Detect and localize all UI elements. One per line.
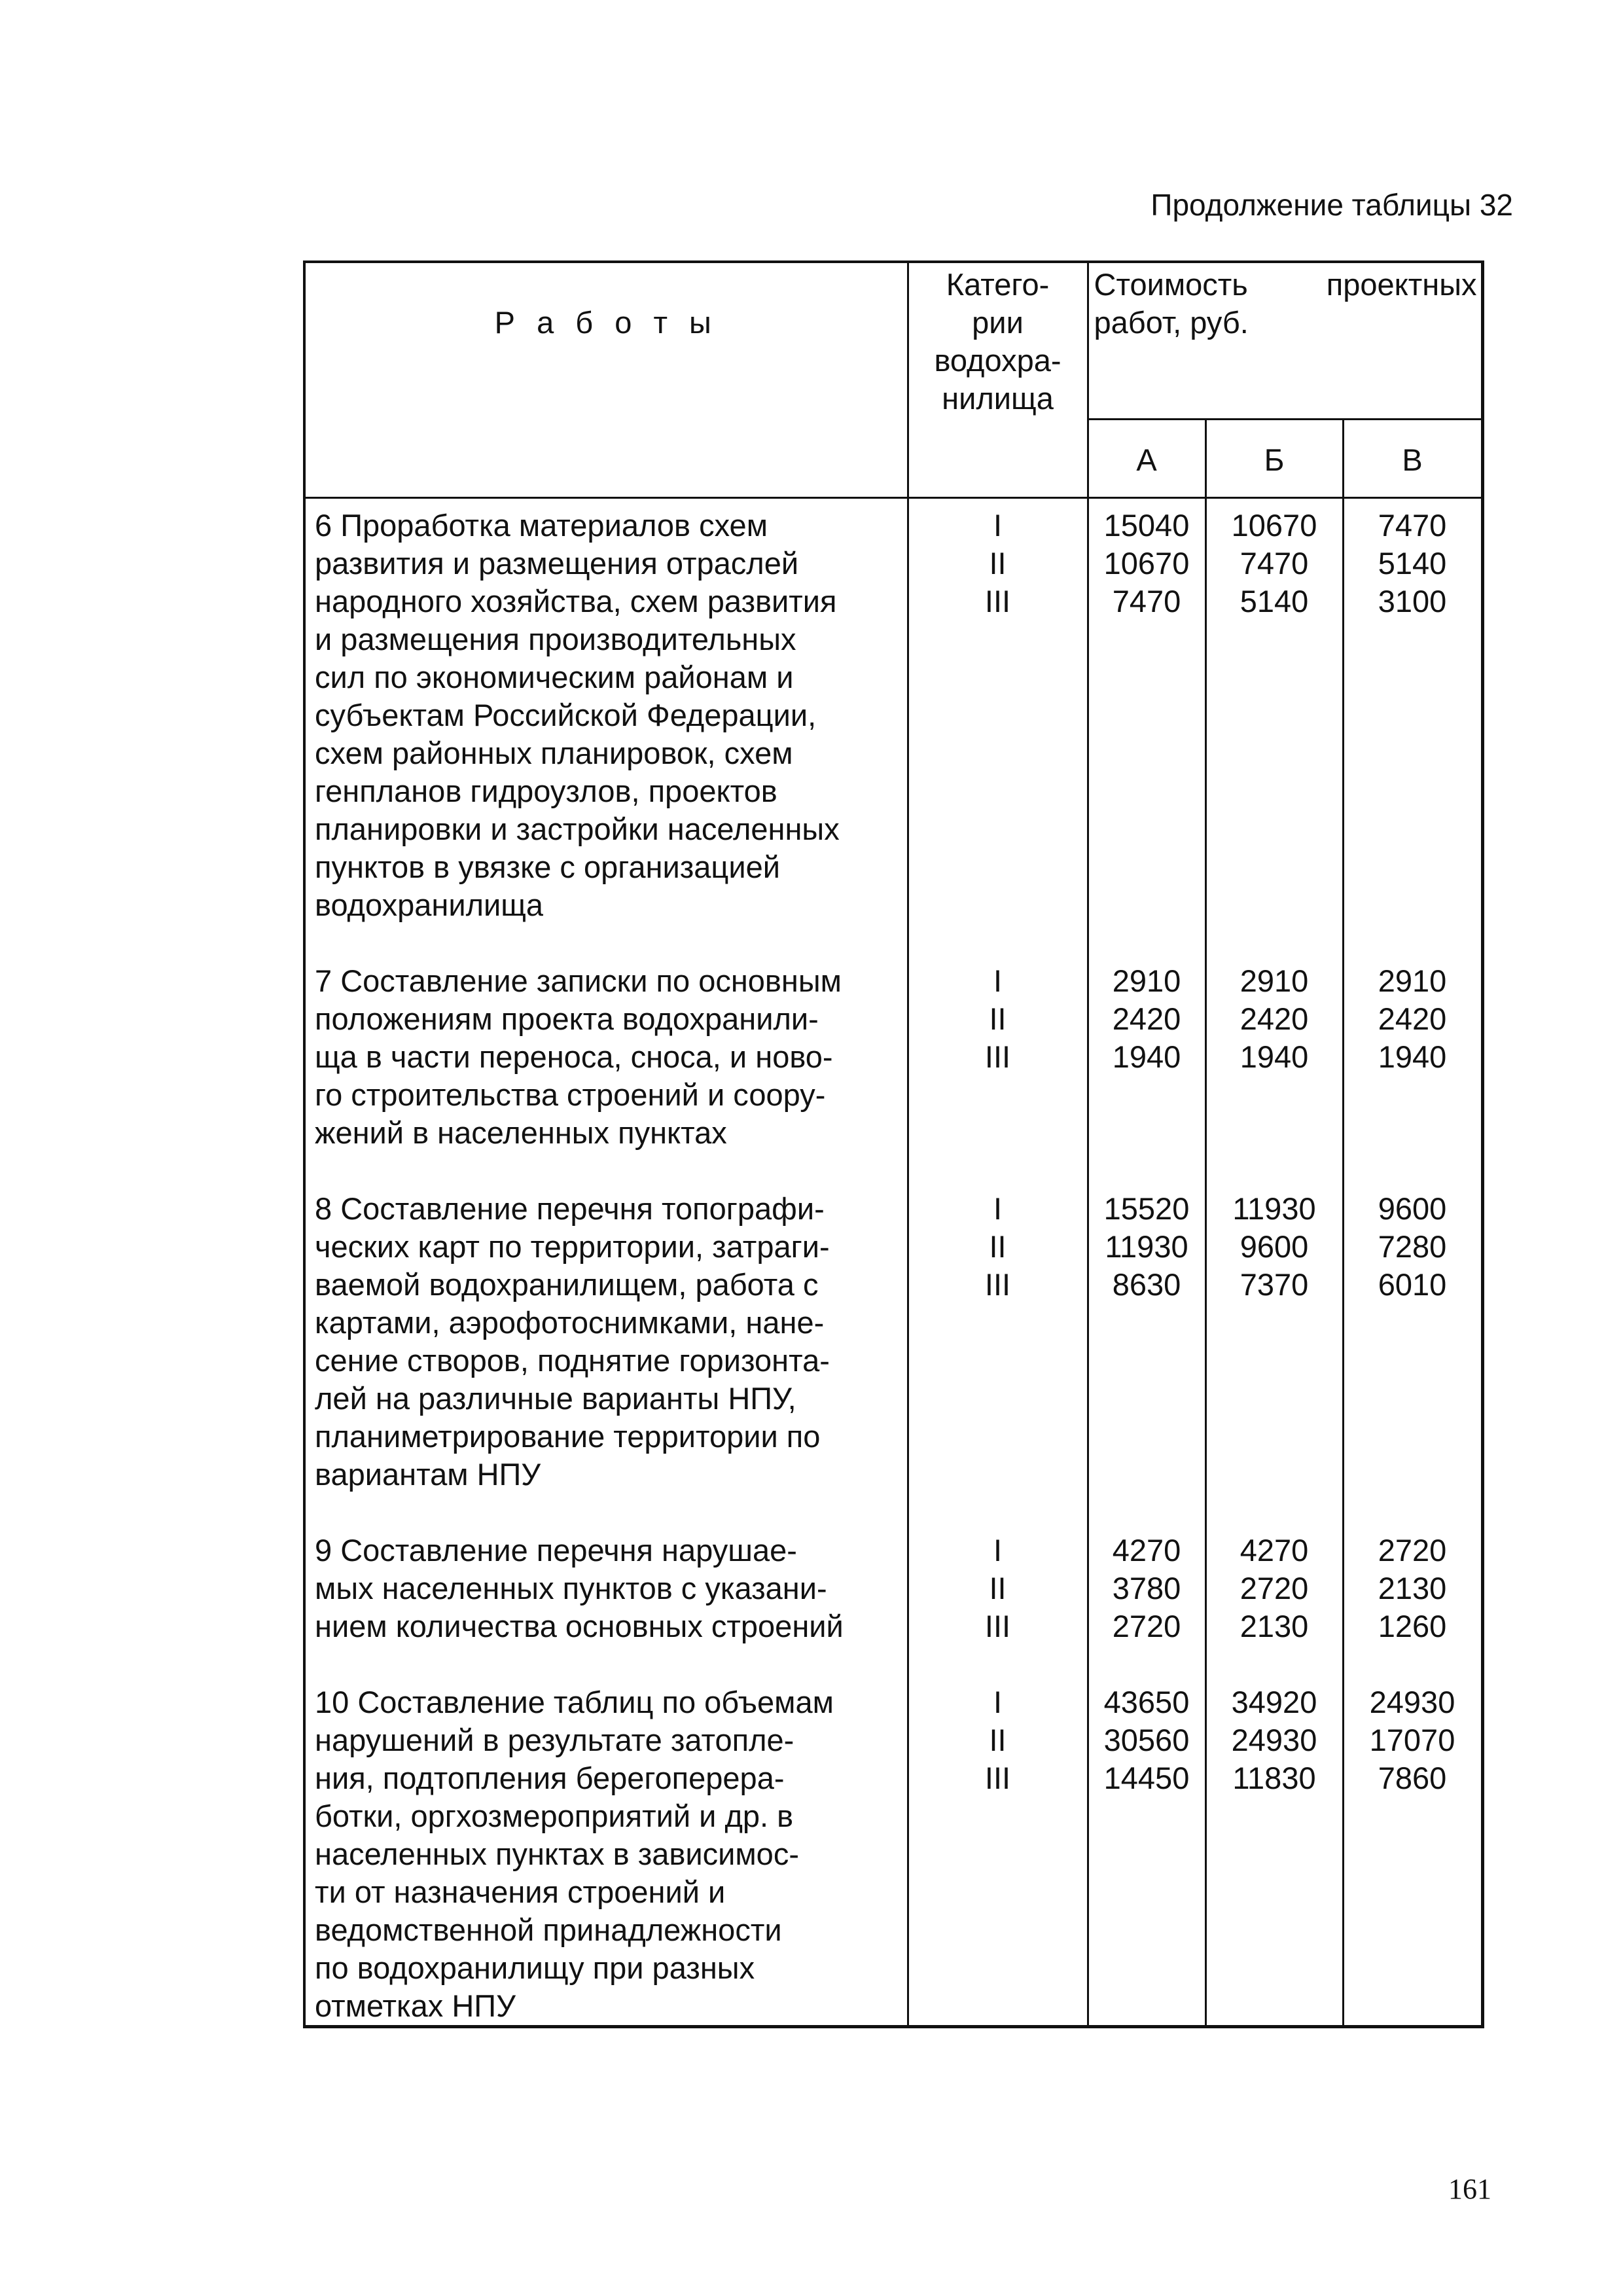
table-caption: Продолжение таблицы 32 — [1150, 188, 1513, 222]
work-description-line: ти от назначения строений и — [315, 1874, 726, 1909]
cost-v-values-line: 5140 — [1378, 545, 1447, 581]
work-description-line: 6 Проработка материалов схем — [315, 507, 768, 543]
cost-b-values-line: 7470 — [1240, 545, 1309, 581]
cost-b-values — [1207, 1683, 1342, 2025]
cost-a-values-line: 1940 — [1112, 1039, 1181, 1074]
reservoir-category-line: III — [984, 1266, 1011, 1302]
cost-a-column — [1088, 497, 1205, 2026]
work-description-line: субъектам Российской Федерации, — [315, 697, 817, 732]
reservoir-category-line: III — [984, 583, 1011, 619]
reservoir-category — [909, 1683, 1087, 2025]
reservoir-category-line: III — [984, 1760, 1011, 1795]
work-description-line: мых населенных пунктов с указани- — [315, 1570, 827, 1605]
header-category-line: рии — [972, 305, 1024, 340]
reservoir-category — [909, 962, 1087, 1152]
cost-a-values — [1089, 1190, 1205, 1494]
reservoir-category-line: II — [989, 1722, 1007, 1757]
header-cost-line: работ, руб. — [1094, 305, 1249, 340]
work-description-line: лей на различные варианты НПУ, — [315, 1380, 796, 1416]
cost-b-values-line: 2910 — [1240, 963, 1309, 998]
cost-a-values-line: 2720 — [1112, 1608, 1181, 1643]
cost-v-values-line: 9600 — [1378, 1191, 1447, 1226]
work-description-line: положениям проекта водохранили- — [315, 1001, 819, 1036]
work-description-line: по водохранилищу при разных — [315, 1950, 755, 1985]
reservoir-category-line: II — [989, 545, 1007, 581]
cost-a-values-line: 14450 — [1103, 1760, 1190, 1795]
work-description-line: отметках НПУ — [315, 1988, 516, 2023]
work-description-line: пунктов в увязке с организацией — [315, 849, 780, 884]
cost-v-values-line: 1940 — [1378, 1039, 1447, 1074]
cost-v-values-line: 17070 — [1369, 1722, 1455, 1757]
reservoir-category-line: I — [993, 1191, 1003, 1226]
work-description — [315, 1190, 903, 1494]
cost-b-values-line: 24930 — [1231, 1722, 1317, 1757]
cost-a-values-line: 30560 — [1103, 1722, 1190, 1757]
cost-b-values-line: 2420 — [1240, 1001, 1309, 1036]
cost-v-values-line: 24930 — [1369, 1684, 1455, 1719]
cost-a-values-line: 2910 — [1112, 963, 1181, 998]
cost-b-values — [1207, 507, 1342, 924]
cost-a-values-line: 10670 — [1103, 545, 1190, 581]
work-description-line: вариантам НПУ — [315, 1456, 541, 1492]
cost-b-values-line: 5140 — [1240, 583, 1309, 619]
reservoir-category-line: II — [989, 1001, 1007, 1036]
cost-v-values-line: 7280 — [1378, 1229, 1447, 1264]
work-description-line: планиметрирование территории по — [315, 1418, 821, 1454]
header-cost-word: проектных — [1326, 267, 1477, 302]
cost-v-values — [1344, 1190, 1481, 1494]
work-description — [315, 962, 903, 1152]
cost-b-values-line: 2720 — [1240, 1570, 1309, 1605]
header-cost — [1088, 262, 1482, 419]
cost-b-values-line: 10670 — [1231, 507, 1317, 543]
work-description-line: 10 Составление таблиц по объемам — [315, 1684, 834, 1719]
cost-a-values-line: 4270 — [1112, 1532, 1181, 1568]
reservoir-category-line: II — [989, 1229, 1007, 1264]
cost-v-values-line: 1260 — [1378, 1608, 1447, 1643]
work-description-line: нарушений в результате затопле- — [315, 1722, 794, 1757]
work-description-line: ния, подтопления берегоперера- — [315, 1760, 785, 1795]
category-column — [908, 497, 1088, 2026]
cost-v-column — [1343, 497, 1482, 2026]
cost-v-values — [1344, 1683, 1481, 2025]
work-description — [315, 507, 903, 924]
header-works — [304, 262, 908, 497]
work-description-line: ботки, оргхозмероприятий и др. в — [315, 1798, 794, 1833]
cost-v-values — [1344, 507, 1481, 924]
cost-a-values-line: 43650 — [1103, 1684, 1190, 1719]
header-col-a: А — [1088, 419, 1205, 497]
cost-v-values — [1344, 962, 1481, 1152]
cost-a-values-line: 2420 — [1112, 1001, 1181, 1036]
cost-a-values-line: 3780 — [1112, 1570, 1181, 1605]
cost-a-values — [1089, 962, 1205, 1152]
reservoir-category — [909, 1190, 1087, 1494]
cost-a-values-line: 11930 — [1105, 1229, 1188, 1264]
cost-a-values — [1089, 507, 1205, 924]
work-description-line: ваемой водохранилищем, работа с — [315, 1266, 819, 1302]
cost-v-values-line: 7470 — [1378, 507, 1447, 543]
cost-a-values-line: 15040 — [1103, 507, 1190, 543]
header-category-line: водохра- — [934, 343, 1061, 378]
cost-v-values-line: 2720 — [1378, 1532, 1447, 1568]
cost-a-values — [1089, 1683, 1205, 2025]
cost-b-values-line: 9600 — [1240, 1229, 1309, 1264]
cost-b-values — [1207, 962, 1342, 1152]
work-description-line: водохранилища — [315, 887, 544, 922]
work-description-line: ческих карт по территории, затраги- — [315, 1229, 830, 1264]
cost-b-values-line: 1940 — [1240, 1039, 1309, 1074]
work-description-line: картами, аэрофотоснимками, нане- — [315, 1304, 825, 1340]
cost-b-values-line: 4270 — [1240, 1532, 1309, 1568]
cost-b-values-line: 11930 — [1232, 1191, 1316, 1226]
work-description-line: схем районных планировок, схем — [315, 735, 793, 770]
reservoir-category — [909, 507, 1087, 924]
cost-v-values-line: 6010 — [1378, 1266, 1447, 1302]
reservoir-category-line: III — [984, 1039, 1011, 1074]
cost-v-values-line: 2130 — [1378, 1570, 1447, 1605]
work-description-line: сение створов, поднятие горизонта- — [315, 1342, 830, 1378]
work-description-line: населенных пунктах в зависимос- — [315, 1836, 799, 1871]
header-cost-word: Стоимость — [1094, 267, 1248, 302]
reservoir-category-line: III — [984, 1608, 1011, 1643]
cost-b-values-line: 7370 — [1240, 1266, 1309, 1302]
cost-v-values-line: 2910 — [1378, 963, 1447, 998]
work-description — [315, 1683, 903, 2025]
cost-v-values-line: 3100 — [1378, 583, 1447, 619]
work-description-line: 8 Составление перечня топографи- — [315, 1191, 825, 1226]
work-description-line: развития и размещения отраслей — [315, 545, 799, 581]
reservoir-category-line: I — [993, 963, 1003, 998]
cost-a-values-line: 7470 — [1112, 583, 1181, 619]
header-col-v: В — [1343, 419, 1482, 497]
reservoir-category — [909, 1532, 1087, 1645]
work-description-line: го строительства строений и соору- — [315, 1077, 826, 1112]
reservoir-category-line: I — [993, 1532, 1003, 1568]
work-description-line: ща в части переноса, сноса, и ново- — [315, 1039, 833, 1074]
header-category — [908, 262, 1088, 497]
reservoir-category-line: II — [989, 1570, 1007, 1605]
cost-v-values-line: 7860 — [1378, 1760, 1447, 1795]
work-description-line: жений в населенных пунктах — [315, 1115, 727, 1150]
work-description-line: и размещения производительных — [315, 621, 796, 656]
header-col-b: Б — [1205, 419, 1343, 497]
cost-b-values-line: 11830 — [1232, 1760, 1316, 1795]
work-description-line: народного хозяйства, схем развития — [315, 583, 837, 619]
work-description-line: сил по экономическим районам и — [315, 659, 794, 694]
header-category-line: Катего- — [946, 267, 1050, 302]
work-description-line: ведомственной принадлежности — [315, 1912, 782, 1947]
header-works-label: Р а б о т ы — [494, 305, 718, 340]
cost-v-values-line: 2420 — [1378, 1001, 1447, 1036]
cost-a-values-line: 8630 — [1112, 1266, 1181, 1302]
cost-b-values-line: 2130 — [1240, 1608, 1309, 1643]
work-description-line: 7 Составление записки по основным — [315, 963, 842, 998]
reservoir-category-line: I — [993, 507, 1003, 543]
page-number: 161 — [1448, 2173, 1491, 2205]
work-description-line: 9 Составление перечня нарушае- — [315, 1532, 797, 1568]
cost-b-values-line: 34920 — [1231, 1684, 1317, 1719]
cost-b-column — [1205, 497, 1343, 2026]
work-description — [315, 1532, 903, 1645]
work-description-line: нием количества основных строений — [315, 1608, 844, 1643]
works-column — [304, 497, 908, 2026]
work-description-line: генпланов гидроузлов, проектов — [315, 773, 777, 808]
header-category-line: нилища — [942, 381, 1054, 416]
cost-b-values — [1207, 1532, 1342, 1645]
cost-v-values — [1344, 1532, 1481, 1645]
cost-a-values — [1089, 1532, 1205, 1645]
cost-a-values-line: 15520 — [1103, 1191, 1190, 1226]
work-description-line: планировки и застройки населенных — [315, 811, 840, 846]
works-cost-table — [303, 260, 1484, 2028]
reservoir-category-line: I — [993, 1684, 1003, 1719]
cost-b-values — [1207, 1190, 1342, 1494]
